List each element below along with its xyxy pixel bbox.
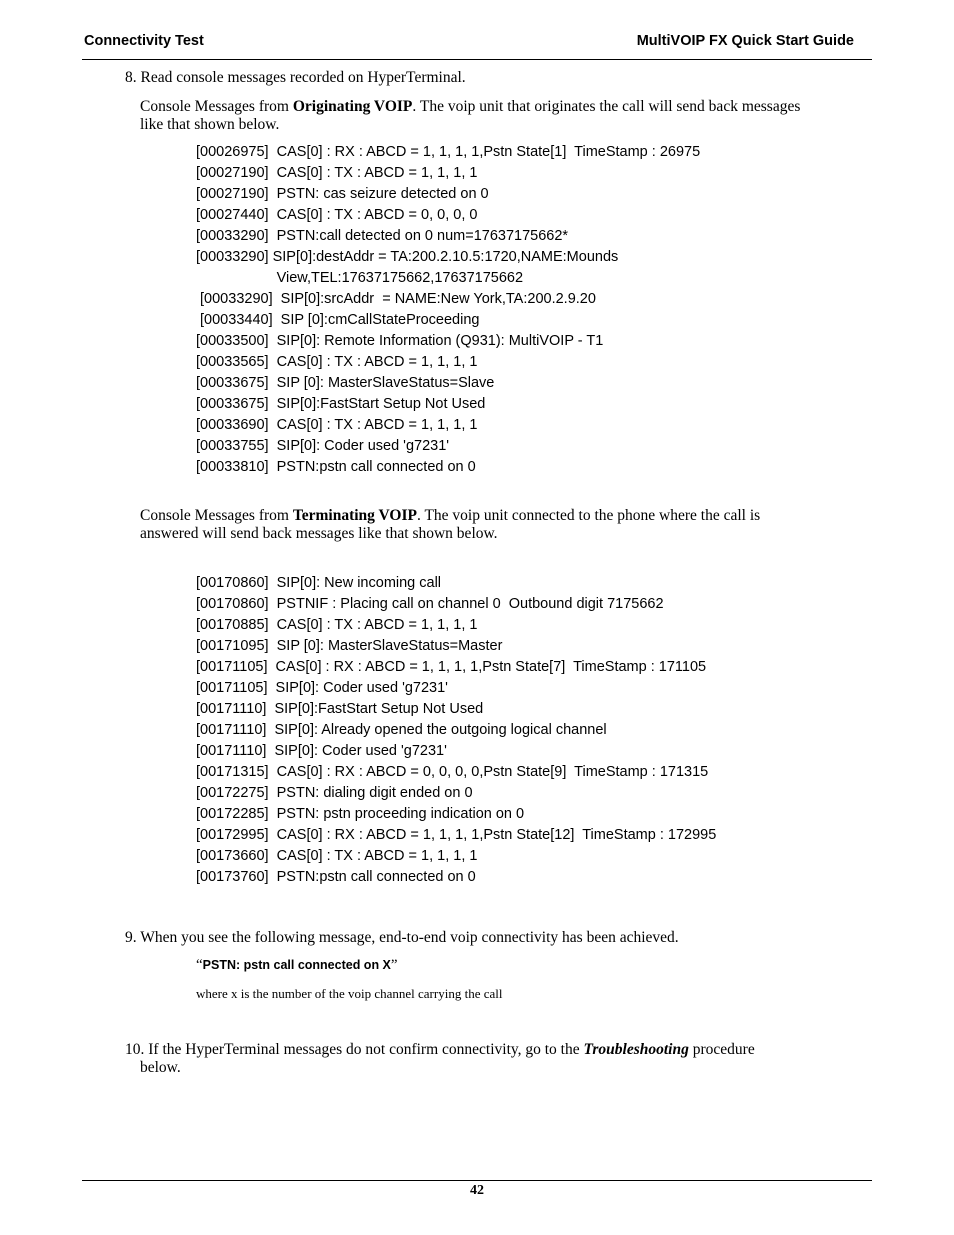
log-line: View,TEL:17637175662,17637175662 (196, 270, 524, 286)
troubleshooting-reference: Troubleshooting (583, 1041, 689, 1058)
log-line: [00033290] PSTN:call detected on 0 num=17637175662* (196, 228, 569, 244)
terminating-intro-line-1: Console Messages from Terminating VOIP. The voip unit connected to the phone where the call is (140, 507, 761, 524)
footer-divider (82, 1180, 872, 1181)
log-line: [00026975] CAS[0] : RX : ABCD = 1, 1, 1, 1,Pstn State[1] TimeStamp : 26975 (196, 144, 701, 160)
log-line: [00173660] CAS[0] : TX : ABCD = 1, 1, 1, 1 (196, 848, 478, 864)
log-line: [00027440] CAS[0] : TX : ABCD = 0, 0, 0, 0 (196, 207, 478, 223)
log-line: [00033675] SIP [0]: MasterSlaveStatus=Slave (196, 375, 495, 391)
log-line: [00033565] CAS[0] : TX : ABCD = 1, 1, 1, 1 (196, 354, 478, 370)
log-line: [00172285] PSTN: pstn proceeding indication on 0 (196, 806, 525, 822)
header-section-title: Connectivity Test (84, 33, 204, 49)
log-line: [00171315] CAS[0] : RX : ABCD = 0, 0, 0, 0,Pstn State[9] TimeStamp : 171315 (196, 764, 709, 780)
connected-message-quote: “PSTN: pstn call connected on X” (196, 957, 398, 973)
log-line: [00171105] CAS[0] : RX : ABCD = 1, 1, 1, 1,Pstn State[7] TimeStamp : 171105 (196, 659, 707, 675)
connected-message: PSTN: pstn call connected on X (202, 958, 391, 972)
log-line: [00170860] PSTNIF : Placing call on channel 0 Outbound digit 7175662 (196, 596, 664, 612)
header-guide-title: MultiVOIP FX Quick Start Guide (636, 33, 854, 49)
header-divider (82, 59, 872, 60)
channel-note: where x is the number of the voip channel carrying the call (196, 986, 503, 1001)
log-line: [00170885] CAS[0] : TX : ABCD = 1, 1, 1, 1 (196, 617, 478, 633)
originating-intro-line-1: Console Messages from Originating VOIP. The voip unit that originates the call will send back messages (140, 98, 801, 115)
log-line: [00170860] SIP[0]: New incoming call (196, 575, 442, 591)
log-line: [00171110] SIP[0]: Coder used 'g7231' (196, 743, 447, 759)
log-line: [00033755] SIP[0]: Coder used 'g7231' (196, 438, 450, 454)
originating-console-log (196, 142, 700, 478)
log-line: [00171095] SIP [0]: MasterSlaveStatus=Master (196, 638, 503, 654)
log-line: [00033290] SIP[0]:destAddr = TA:200.2.10.5:1720,NAME:Mounds (196, 249, 619, 265)
log-line: [00027190] CAS[0] : TX : ABCD = 1, 1, 1, 1 (196, 165, 478, 181)
page-number: 42 (470, 1183, 484, 1198)
terminating-voip-label: Terminating VOIP (292, 507, 417, 524)
originating-voip-label: Originating VOIP (292, 98, 413, 115)
log-line: [00172275] PSTN: dialing digit ended on 0 (196, 785, 473, 801)
terminating-intro-line-2: answered will send back messages like that shown below. (140, 525, 498, 542)
originating-intro-line-2: like that shown below. (140, 116, 280, 133)
log-line: [00033690] CAS[0] : TX : ABCD = 1, 1, 1, 1 (196, 417, 478, 433)
log-line: [00033440] SIP [0]:cmCallStateProceeding (196, 312, 480, 328)
step-10-instruction: 10. If the HyperTerminal messages do not confirm connectivity, go to the Troubleshooting procedure (125, 1041, 755, 1058)
log-line: [00027190] PSTN: cas seizure detected on 0 (196, 186, 489, 202)
log-line: [00033290] SIP[0]:srcAddr = NAME:New York,TA:200.2.9.20 (196, 291, 596, 307)
log-line: [00033675] SIP[0]:FastStart Setup Not Used (196, 396, 486, 412)
log-line: [00173760] PSTN:pstn call connected on 0 (196, 869, 476, 885)
log-line: [00171110] SIP[0]:FastStart Setup Not Used (196, 701, 484, 717)
log-line: [00171105] SIP[0]: Coder used 'g7231' (196, 680, 448, 696)
step-9-instruction: 9. When you see the following message, end-to-end voip connectivity has been achieved. (125, 929, 679, 946)
log-line: [00171110] SIP[0]: Already opened the outgoing logical channel (196, 722, 607, 738)
log-line: [00033500] SIP[0]: Remote Information (Q931): MultiVOIP - T1 (196, 333, 604, 349)
log-line: [00033810] PSTN:pstn call connected on 0 (196, 459, 476, 475)
log-line: [00172995] CAS[0] : RX : ABCD = 1, 1, 1, 1,Pstn State[12] TimeStamp : 172995 (196, 827, 717, 843)
terminating-console-log (196, 573, 716, 888)
step-10-instruction-continued: below. (140, 1059, 181, 1076)
step-8-instruction: 8. Read console messages recorded on HyperTerminal. (125, 69, 466, 86)
